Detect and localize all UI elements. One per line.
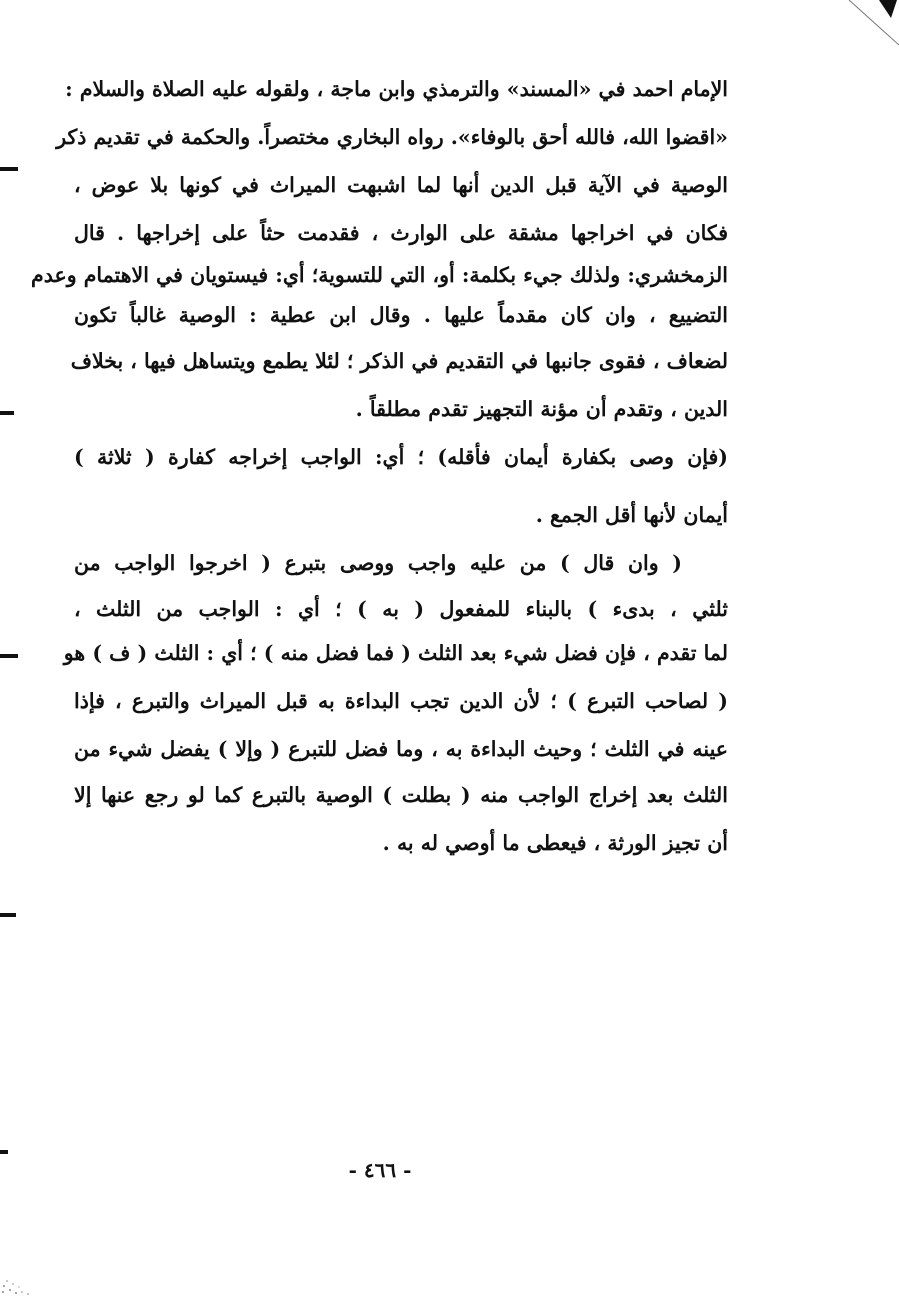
text-line: الوصية في الآية قبل الدين أنها لما اشبهت الميراث في كونها بلا عوض ، — [74, 173, 728, 197]
text-line: لضعاف ، فقوى جانبها في التقديم في الذكر ؛ لئلا يطمع ويتساهل فيها ، بخلاف — [70, 349, 728, 373]
scan-noise — [0, 1256, 60, 1296]
corner-fold-mark — [839, 0, 899, 60]
text-line: (فإن وصى بكفارة أيمان فأقله) ؛ أي: الواجب إخراجه كفارة ( ثلاثة ) — [74, 445, 728, 469]
text-line: أن تجيز الورثة ، فيعطى ما أوصي له به . — [382, 831, 728, 855]
text-line: لما تقدم ، فإن فضل شيء بعد الثلث ( فما فضل منه ) ؛ أي : الثلث ( ف ) هو — [63, 641, 728, 665]
margin-mark — [0, 1150, 8, 1154]
text-line: التضييع ، وان كان مقدماً عليها . وقال ابن عطية : الوصية غالباً تكون — [74, 303, 728, 327]
text-line: ( وان قال ) من عليه واجب ووصى بتبرع ( اخرجوا الواجب من — [74, 551, 682, 575]
text-line: عينه في الثلث ؛ وحيث البداءة به ، وما فضل للتبرع ( وإلا ) يفضل شيء من — [74, 737, 728, 761]
text-line: الثلث بعد إخراج الواجب منه ( بطلت ) الوصية بالتبرع كما لو رجع عنها إلا — [74, 783, 728, 807]
text-line: ثلثي ، بدىء ) بالبناء للمفعول ( به ) ؛ أي : الواجب من الثلث ، — [74, 597, 728, 621]
text-line: أيمان لأنها أقل الجمع . — [535, 503, 728, 527]
margin-mark — [0, 913, 16, 917]
margin-mark — [0, 411, 14, 415]
text-line: ( لصاحب التبرع ) ؛ لأن الدين تجب البداءة به قبل الميراث والتبرع ، فإذا — [74, 689, 728, 713]
text-line: «اقضوا الله، فالله أحق بالوفاء». رواه البخاري مختصراً. والحكمة في تقديم ذكر — [56, 125, 728, 149]
page-number: - ٤٦٦ - — [348, 1158, 412, 1182]
text-line: فكان في اخراجها مشقة على الوارث ، فقدمت حثاً على إخراجها . قال — [74, 221, 728, 245]
text-line: الدين ، وتقدم أن مؤنة التجهيز تقدم مطلقاً . — [355, 397, 728, 421]
margin-mark — [0, 167, 18, 171]
margin-mark — [0, 654, 18, 658]
text-line: الإمام احمد في «المسند» والترمذي وابن ماجة ، ولقوله عليه الصلاة والسلام : — [65, 77, 728, 101]
text-line: الزمخشري: ولذلك جيء بكلمة: أو، التي للتسوية؛ أي: فيستويان في الاهتمام وعدم — [31, 263, 728, 287]
